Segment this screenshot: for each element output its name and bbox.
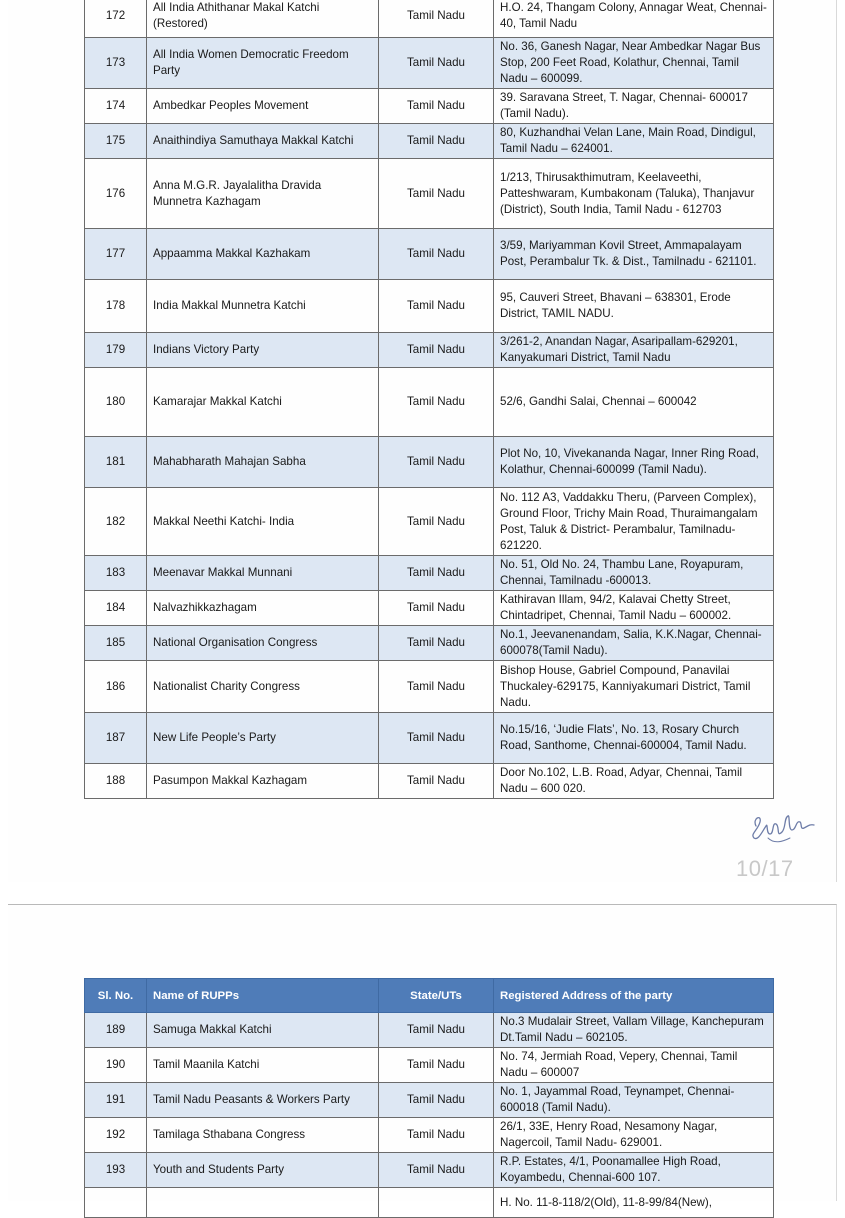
table-row (85, 556, 774, 591)
table-row (85, 368, 774, 437)
document-page-11 (8, 904, 837, 1209)
cell-state: Tamil Nadu (379, 333, 494, 368)
cell-party-name: Ambedkar Peoples Movement (147, 89, 379, 124)
cell-state (379, 1188, 494, 1218)
parties-table-page-10 (84, 0, 774, 799)
cell-sl-no: 176 (85, 159, 147, 229)
cell-party-name: Appaamma Makkal Kazhakam (147, 229, 379, 280)
cell-sl-no: 191 (85, 1083, 147, 1118)
cell-address: No. 36, Ganesh Nagar, Near Ambedkar Nagar Bus Stop, 200 Feet Road, Kolathur, Chennai, Tamil Nadu – 600099. (494, 38, 774, 89)
cell-address: 26/1, 33E, Henry Road, Nesamony Nagar, Nagercoil, Tamil Nadu- 629001. (494, 1118, 774, 1153)
cell-sl-no: 190 (85, 1048, 147, 1083)
table-row (85, 1153, 774, 1188)
cell-state: Tamil Nadu (379, 437, 494, 488)
cell-state: Tamil Nadu (379, 764, 494, 799)
table-row (85, 764, 774, 799)
table-row (85, 333, 774, 368)
table-row (85, 437, 774, 488)
table-row (85, 626, 774, 661)
cell-address: No. 1, Jayammal Road, Teynampet, Chennai-600018 (Tamil Nadu). (494, 1083, 774, 1118)
cell-sl-no: 186 (85, 661, 147, 713)
cell-state: Tamil Nadu (379, 1013, 494, 1048)
cell-sl-no: 179 (85, 333, 147, 368)
cell-party-name: India Makkal Munnetra Katchi (147, 280, 379, 333)
header-address: Registered Address of the party (494, 979, 774, 1013)
table-row (85, 1013, 774, 1048)
cell-state: Tamil Nadu (379, 1118, 494, 1153)
cell-state: Tamil Nadu (379, 368, 494, 437)
cell-sl-no: 193 (85, 1153, 147, 1188)
table-row (85, 0, 774, 38)
table-row (85, 1118, 774, 1153)
cell-address: 3/261-2, Anandan Nagar, Asaripallam-629201, Kanyakumari District, Tamil Nadu (494, 333, 774, 368)
cell-party-name: Tamilaga Sthabana Congress (147, 1118, 379, 1153)
cell-sl-no: 187 (85, 713, 147, 764)
cell-address: 39. Saravana Street, T. Nagar, Chennai- 600017 (Tamil Nadu). (494, 89, 774, 124)
table-row (85, 1188, 774, 1218)
cell-address: H.O. 24, Thangam Colony, Annagar Weat, Chennai-40, Tamil Nadu (494, 0, 774, 38)
cell-sl-no: 182 (85, 488, 147, 556)
cell-state: Tamil Nadu (379, 1048, 494, 1083)
table-row (85, 661, 774, 713)
cell-state: Tamil Nadu (379, 280, 494, 333)
cell-party-name: Meenavar Makkal Munnani (147, 556, 379, 591)
cell-state: Tamil Nadu (379, 159, 494, 229)
cell-state: Tamil Nadu (379, 1083, 494, 1118)
cell-state: Tamil Nadu (379, 229, 494, 280)
table-row (85, 38, 774, 89)
cell-address: 52/6, Gandhi Salai, Chennai – 600042 (494, 368, 774, 437)
cell-sl-no: 192 (85, 1118, 147, 1153)
cell-party-name: All India Women Democratic Freedom Party (147, 38, 379, 89)
cell-address: No.15/16, ‘Judie Flats’, No. 13, Rosary Church Road, Santhome, Chennai-600004, Tamil Nadu. (494, 713, 774, 764)
table-row (85, 89, 774, 124)
cell-address: Bishop House, Gabriel Compound, Panavilai Thuckaley-629175, Kanniyakumari District, Tamil Nadu. (494, 661, 774, 713)
cell-state: Tamil Nadu (379, 124, 494, 159)
cell-party-name: All India Athithanar Makal Katchi (Restored) (147, 0, 379, 38)
cell-address: 80, Kuzhandhai Velan Lane, Main Road, Dindigul, Tamil Nadu – 624001. (494, 124, 774, 159)
cell-sl-no: 183 (85, 556, 147, 591)
table-row (85, 488, 774, 556)
cell-address: 3/59, Mariyamman Kovil Street, Ammapalayam Post, Perambalur Tk. & Dist., Tamilnadu - 621101. (494, 229, 774, 280)
header-state: State/UTs (379, 979, 494, 1013)
table-row (85, 1083, 774, 1118)
cell-party-name: Tamil Nadu Peasants & Workers Party (147, 1083, 379, 1118)
cell-address: Plot No, 10, Vivekananda Nagar, Inner Ring Road, Kolathur, Chennai-600099 (Tamil Nadu). (494, 437, 774, 488)
cell-state: Tamil Nadu (379, 556, 494, 591)
cell-party-name: Anaithindiya Samuthaya Makkal Katchi (147, 124, 379, 159)
cell-sl-no: 184 (85, 591, 147, 626)
cell-state: Tamil Nadu (379, 0, 494, 38)
cell-party-name: Mahabharath Mahajan Sabha (147, 437, 379, 488)
signature (748, 808, 818, 848)
cell-address: No. 112 A3, Vaddakku Theru, (Parveen Complex), Ground Floor, Trichy Main Road, Thuraimangalam Post, Taluk & District- Perambalur, Tamilnadu-621220. (494, 488, 774, 556)
cell-party-name: New Life People’s Party (147, 713, 379, 764)
parties-table-page-11 (84, 978, 774, 1218)
header-sl-no: Sl. No. (85, 979, 147, 1013)
cell-address: 1/213, Thirusakthimutram, Keelaveethi, Patteshwaram, Kumbakonam (Taluka), Thanjavur (District), South India, Tamil Nadu - 612703 (494, 159, 774, 229)
table-row (85, 280, 774, 333)
table-row (85, 1048, 774, 1083)
cell-party-name: Tamil Maanila Katchi (147, 1048, 379, 1083)
cell-state: Tamil Nadu (379, 626, 494, 661)
cell-sl-no: 174 (85, 89, 147, 124)
cell-state: Tamil Nadu (379, 713, 494, 764)
document-page-10 (8, 0, 837, 883)
cell-party-name: National Organisation Congress (147, 626, 379, 661)
cell-state: Tamil Nadu (379, 591, 494, 626)
table-row (85, 713, 774, 764)
cell-address: H. No. 11-8-118/2(Old), 11-8-99/84(New), (494, 1188, 774, 1218)
cell-party-name: Anna M.G.R. Jayalalitha Dravida Munnetra Kazhagam (147, 159, 379, 229)
cell-party-name: Kamarajar Makkal Katchi (147, 368, 379, 437)
cell-party-name: Pasumpon Makkal Kazhagam (147, 764, 379, 799)
cell-party-name: Youth and Students Party (147, 1153, 379, 1188)
cell-sl-no: 189 (85, 1013, 147, 1048)
cell-address: No.3 Mudalair Street, Vallam Village, Kanchepuram Dt.Tamil Nadu – 602105. (494, 1013, 774, 1048)
cell-state: Tamil Nadu (379, 488, 494, 556)
cell-state: Tamil Nadu (379, 661, 494, 713)
cell-sl-no: 185 (85, 626, 147, 661)
table-row (85, 124, 774, 159)
cell-sl-no: 180 (85, 368, 147, 437)
cell-address: No.1, Jeevanenandam, Salia, K.K.Nagar, Chennai-600078(Tamil Nadu). (494, 626, 774, 661)
table-row (85, 159, 774, 229)
cell-state: Tamil Nadu (379, 38, 494, 89)
cell-state: Tamil Nadu (379, 89, 494, 124)
cell-state: Tamil Nadu (379, 1153, 494, 1188)
page-gap (0, 882, 845, 904)
cell-party-name (147, 1188, 379, 1218)
cell-party-name: Nalvazhikkazhagam (147, 591, 379, 626)
cell-address: 95, Cauveri Street, Bhavani – 638301, Erode District, TAMIL NADU. (494, 280, 774, 333)
cell-address: Door No.102, L.B. Road, Adyar, Chennai, Tamil Nadu – 600 020. (494, 764, 774, 799)
cell-address: Kathiravan Illam, 94/2, Kalavai Chetty Street, Chintadripet, Chennai, Tamil Nadu – 600002. (494, 591, 774, 626)
cell-address: R.P. Estates, 4/1, Poonamallee High Road, Koyambedu, Chennai-600 107. (494, 1153, 774, 1188)
cell-sl-no (85, 1188, 147, 1218)
cell-party-name: Indians Victory Party (147, 333, 379, 368)
cell-sl-no: 181 (85, 437, 147, 488)
page-indicator: 10/17 (736, 856, 794, 881)
cell-sl-no: 172 (85, 0, 147, 38)
cell-sl-no: 175 (85, 124, 147, 159)
cell-sl-no: 173 (85, 38, 147, 89)
cell-sl-no: 188 (85, 764, 147, 799)
table-header-row (85, 979, 774, 1013)
header-name: Name of RUPPs (147, 979, 379, 1013)
cell-address: No. 74, Jermiah Road, Vepery, Chennai, Tamil Nadu – 600007 (494, 1048, 774, 1083)
cell-sl-no: 177 (85, 229, 147, 280)
cell-address: No. 51, Old No. 24, Thambu Lane, Royapuram, Chennai, Tamilnadu -600013. (494, 556, 774, 591)
cell-party-name: Samuga Makkal Katchi (147, 1013, 379, 1048)
cell-party-name: Makkal Neethi Katchi- India (147, 488, 379, 556)
cell-party-name: Nationalist Charity Congress (147, 661, 379, 713)
table-row (85, 229, 774, 280)
cell-sl-no: 178 (85, 280, 147, 333)
table-row (85, 591, 774, 626)
